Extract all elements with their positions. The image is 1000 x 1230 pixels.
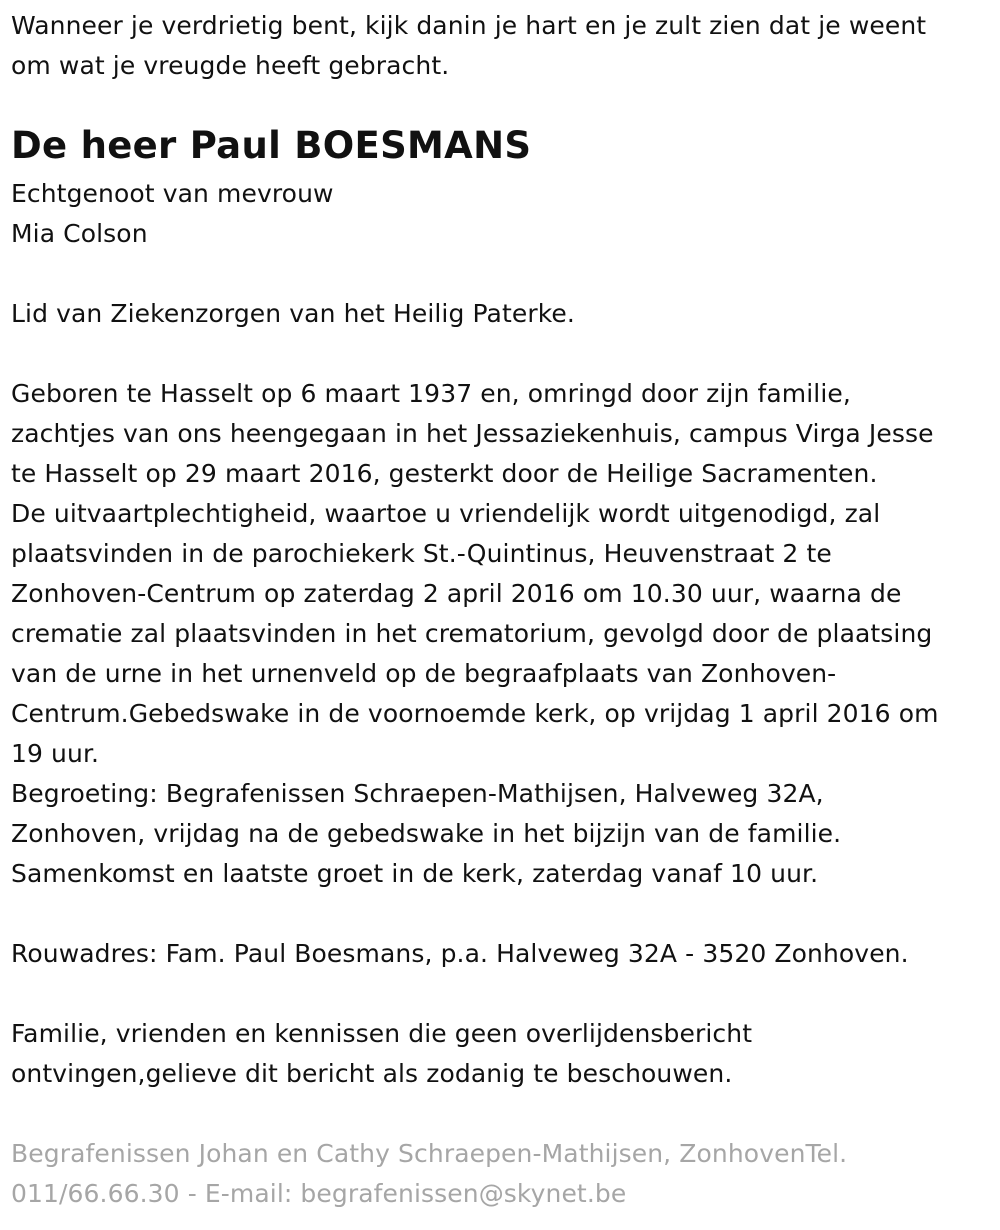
motto-quote (11, 6, 926, 86)
spouse-info (11, 174, 334, 254)
mourning-address (11, 934, 909, 974)
deceased-name: De heer Paul BOESMANS (11, 124, 532, 167)
details-line: crematie zal plaatsvinden in het crematorium, gevolgd door de plaatsing (11, 619, 933, 648)
funeral-details (11, 374, 939, 894)
spouse-line-2: Mia Colson (11, 219, 148, 248)
details-line: zachtjes van ons heengegaan in het Jessaziekenhuis, campus Virga Jesse (11, 419, 934, 448)
footer-line-1: Begrafenissen Johan en Cathy Schraepen-Mathijsen, ZonhovenTel. (11, 1139, 848, 1168)
details-line: Samenkomst en laatste groet in de kerk, zaterdag vanaf 10 uur. (11, 859, 819, 888)
funeral-home-footer (11, 1134, 847, 1214)
membership-line: Lid van Ziekenzorgen van het Heilig Paterke. (11, 299, 575, 328)
details-line: te Hasselt op 29 maart 2016, gesterkt door de Heilige Sacramenten. (11, 459, 878, 488)
notice (11, 1014, 752, 1094)
membership (11, 294, 575, 334)
details-line: Centrum.Gebedswake in de voornoemde kerk, op vrijdag 1 april 2016 om (11, 699, 939, 728)
spouse-line-1: Echtgenoot van mevrouw (11, 179, 334, 208)
address-line: Rouwadres: Fam. Paul Boesmans, p.a. Halveweg 32A - 3520 Zonhoven. (11, 939, 909, 968)
details-line: Zonhoven, vrijdag na de gebedswake in het bijzijn van de familie. (11, 819, 842, 848)
details-line: Begroeting: Begrafenissen Schraepen-Mathijsen, Halveweg 32A, (11, 779, 824, 808)
details-line: van de urne in het urnenveld op de begraafplaats van Zonhoven- (11, 659, 837, 688)
motto-line-2: om wat je vreugde heeft gebracht. (11, 51, 450, 80)
motto-line-1: Wanneer je verdrietig bent, kijk danin je hart en je zult zien dat je weent (11, 11, 927, 40)
details-line: plaatsvinden in de parochiekerk St.-Quintinus, Heuvenstraat 2 te (11, 539, 832, 568)
details-line: Geboren te Hasselt op 6 maart 1937 en, omringd door zijn familie, (11, 379, 851, 408)
notice-line-2: ontvingen,gelieve dit bericht als zodanig te beschouwen. (11, 1059, 733, 1088)
notice-line-1: Familie, vrienden en kennissen die geen overlijdensbericht (11, 1019, 753, 1048)
details-line: Zonhoven-Centrum op zaterdag 2 april 2016 om 10.30 uur, waarna de (11, 579, 902, 608)
details-line: 19 uur. (11, 739, 100, 768)
footer-line-2: 011/66.66.30 - E-mail: begrafenissen@skynet.be (11, 1179, 627, 1208)
details-line: De uitvaartplechtigheid, waartoe u vriendelijk wordt uitgenodigd, zal (11, 499, 881, 528)
